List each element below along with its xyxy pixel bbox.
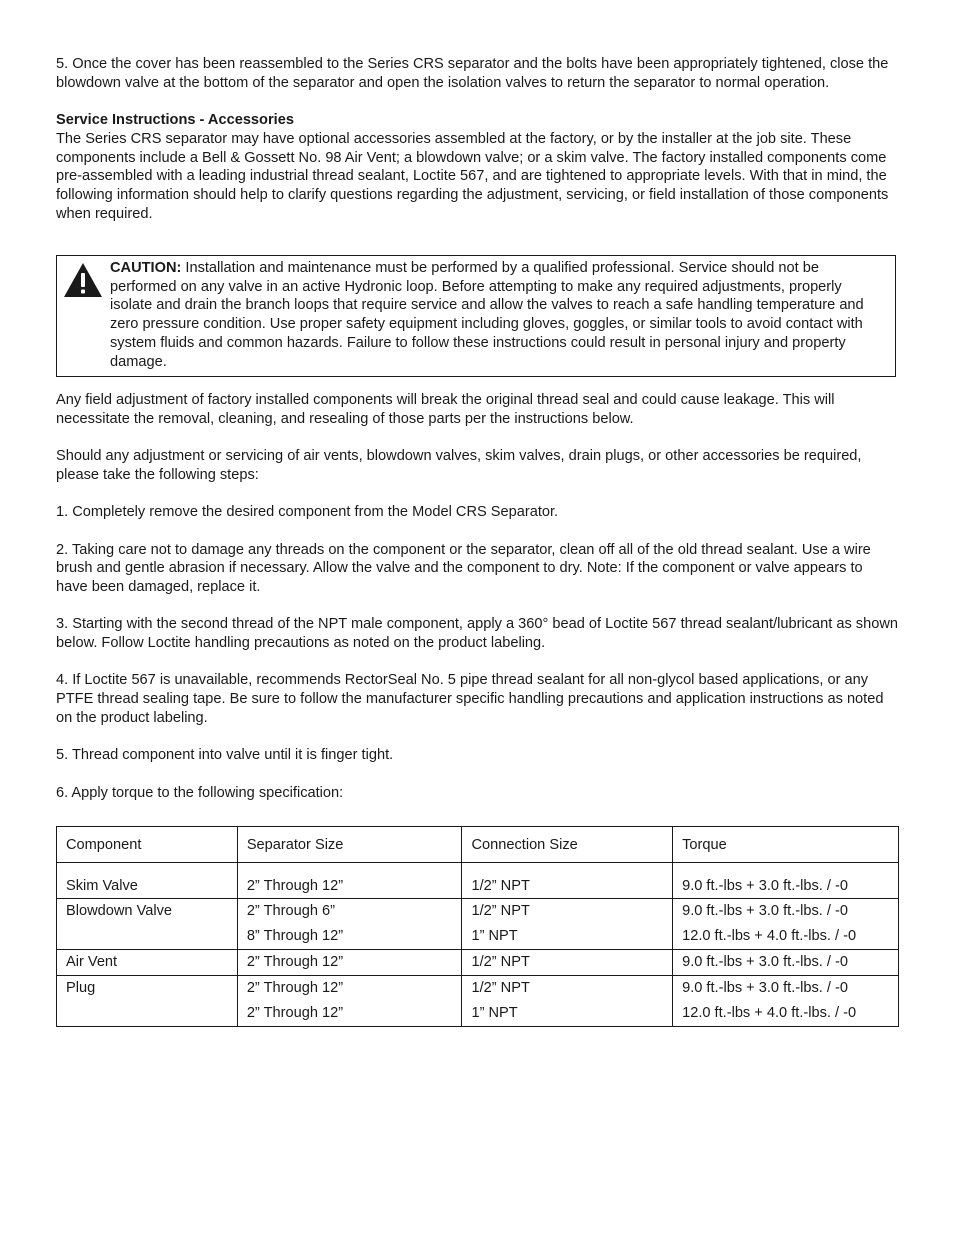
row-connection-size: 1” NPT	[471, 928, 518, 944]
row-torque: 9.0 ft.-lbs + 3.0 ft.-lbs. / -0	[682, 954, 848, 970]
step-6: 6. Apply torque to the following specification:	[56, 784, 344, 801]
table-row	[57, 899, 899, 950]
torque-spec-table	[56, 826, 899, 1027]
table-row	[57, 976, 899, 1027]
accessories-paragraph: The Series CRS separator may have optional accessories assembled at the factory, or by the installer at the job site. These components include a Bell & Gossett No. 98 Air Vent; a blowdown valve; or a skim valve. The factory installed components come pre-assembled with a leading industrial thread sealant, Loctite 567, and are tightened to appropriate levels. With that in mind, the following information should help to clarify questions regarding the adjustment, servicing, or field installation of those components when required.	[56, 130, 889, 222]
field-adjustment-paragraph: Any field adjustment of factory installed components will break the original thread seal and could cause leakage. This will necessitate the removal, cleaning, and resealing of those parts per the instructions below.	[56, 392, 835, 427]
row-component: Blowdown Valve	[66, 903, 172, 919]
header-connection-size: Connection Size	[462, 827, 673, 863]
row-separator-size: 2” Through 12”	[246, 878, 344, 894]
row-torque: 12.0 ft.-lbs + 4.0 ft.-lbs. / -0	[682, 928, 857, 944]
header-torque: Torque	[673, 827, 899, 863]
table-header-row	[57, 827, 899, 863]
row-connection-size: 1” NPT	[471, 1005, 518, 1021]
warning-triangle-icon	[63, 262, 103, 298]
row-torque: 9.0 ft.-lbs + 3.0 ft.-lbs. / -0	[682, 878, 848, 894]
step-1: 1. Completely remove the desired component from the Model CRS Separator.	[56, 504, 559, 521]
servicing-paragraph: Should any adjustment or servicing of air vents, blowdown valves, skim valves, drain plugs, or other accessories be required, please take the following steps:	[56, 448, 862, 483]
row-separator-size: 2” Through 12”	[246, 954, 344, 970]
section-heading: Service Instructions - Accessories	[56, 112, 294, 129]
step-3: 3. Starting with the second thread of the NPT male component, apply a 360° bead of Loctite 567 thread sealant/lubricant as shown below. Follow Loctite handling precautions as noted on the product labeling.	[56, 616, 898, 652]
row-connection-size: 1/2” NPT	[471, 980, 530, 996]
step-5: 5. Thread component into valve until it is finger tight.	[56, 747, 394, 764]
intro-section	[56, 55, 898, 223]
row-connection-size: 1/2” NPT	[471, 954, 530, 970]
caution-label: CAUTION:	[110, 260, 182, 276]
row-torque: 9.0 ft.-lbs + 3.0 ft.-lbs. / -0	[682, 903, 848, 919]
step-4: 4. If Loctite 567 is unavailable, recommends RectorSeal No. 5 pipe thread sealant for all non-glycol based applications, or any PTFE thread sealing tape. Be sure to follow the manufacturer specific handling precautions and application instructions as noted on the product labeling.	[56, 672, 884, 726]
row-torque: 12.0 ft.-lbs + 4.0 ft.-lbs. / -0	[682, 1005, 857, 1021]
step-2: 2. Taking care not to damage any threads on the component or the separator, clean off all of the old thread sealant. Use a wire brush and gentle abrasion if necessary. Allow the valve and the component to dry. Note: If the component or valve appears to have been damaged, replace it.	[56, 541, 871, 595]
caution-body: Installation and maintenance must be performed by a qualified professional. Service should not be performed on any valve in an active Hydronic loop. Before attempting to make any required adjustments, properly isolate and drain the branch loops that require service and allow the valves to reach a safe handling temperature and zero pressure condition. Use proper safety equipment including gloves, goggles, or similar tools to avoid contact with system fluids and common hazards. Failure to follow these instructions could result in personal injury and property damage.	[110, 260, 864, 370]
row-component: Air Vent	[66, 954, 118, 970]
row-connection-size: 1/2” NPT	[471, 878, 530, 894]
caution-text	[110, 259, 885, 371]
row-separator-size: 8” Through 12”	[246, 928, 344, 944]
step-5-paragraph: 5. Once the cover has been reassembled to the Series CRS separator and the bolts have been appropriately tightened, close the blowdown valve at the bottom of the separator and open the isolation valves to return the separator to normal operation.	[56, 56, 889, 91]
header-component: Component	[57, 827, 238, 863]
row-component: Plug	[66, 980, 96, 996]
row-component: Skim Valve	[66, 878, 138, 894]
row-separator-size: 2” Through 12”	[246, 980, 344, 996]
header-separator-size: Separator Size	[237, 827, 462, 863]
row-connection-size: 1/2” NPT	[471, 903, 530, 919]
row-separator-size: 2” Through 12”	[246, 1005, 344, 1021]
table-row	[57, 863, 899, 899]
instructions-section	[56, 391, 898, 802]
row-separator-size: 2” Through 6”	[246, 903, 335, 919]
row-torque: 9.0 ft.-lbs + 3.0 ft.-lbs. / -0	[682, 980, 848, 996]
table-row	[57, 950, 899, 976]
caution-box	[56, 255, 896, 377]
